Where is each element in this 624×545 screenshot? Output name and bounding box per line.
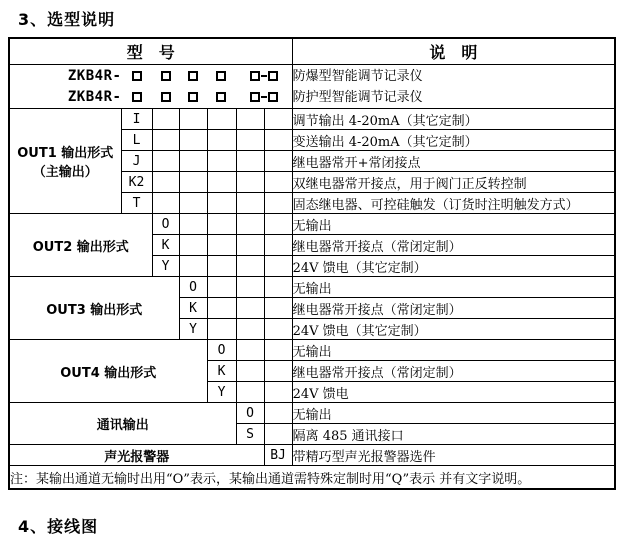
grid-cell-empty bbox=[264, 193, 292, 214]
section-label-line: 通讯输出 bbox=[96, 418, 149, 433]
grid-cell-empty bbox=[179, 193, 207, 214]
grid-cell-empty bbox=[179, 172, 207, 193]
grid-cell-empty bbox=[264, 256, 292, 277]
desc-cell: 继电器常开+常闭接点 bbox=[292, 151, 615, 172]
model-line-2 bbox=[10, 87, 292, 108]
grid-cell-empty bbox=[179, 256, 207, 277]
code-cell: K bbox=[179, 298, 207, 319]
checkbox-dash-group bbox=[236, 92, 292, 102]
section-label-alarm bbox=[9, 445, 264, 466]
option-row bbox=[9, 340, 615, 361]
grid-cell-empty bbox=[152, 109, 179, 130]
model-number-cell bbox=[9, 65, 292, 109]
model-description-cell bbox=[292, 65, 615, 109]
code-cell: I bbox=[121, 109, 152, 130]
grid-cell-empty bbox=[207, 193, 236, 214]
grid-cell-empty bbox=[236, 382, 264, 403]
grid-cell-empty bbox=[236, 319, 264, 340]
grid-cell-empty bbox=[207, 319, 236, 340]
grid-cell-empty bbox=[264, 109, 292, 130]
checkbox-glyph bbox=[179, 71, 207, 81]
table-header-row bbox=[9, 38, 615, 65]
code-cell: L bbox=[121, 130, 152, 151]
grid-cell-empty bbox=[236, 256, 264, 277]
model-prefix: ZKB4R- bbox=[67, 68, 122, 84]
model-selection-table bbox=[8, 37, 616, 490]
section-label-line: OUT1 输出形式 bbox=[17, 146, 114, 161]
grid-cell-empty bbox=[207, 172, 236, 193]
desc-cell: 无输出 bbox=[292, 340, 615, 361]
desc-cell: 24V 馈电（其它定制） bbox=[292, 256, 615, 277]
grid-cell-empty bbox=[207, 130, 236, 151]
grid-cell-empty bbox=[152, 172, 179, 193]
grid-cell-empty bbox=[264, 361, 292, 382]
grid-cell-empty bbox=[264, 340, 292, 361]
model-line-1 bbox=[10, 66, 292, 87]
grid-cell-empty bbox=[264, 214, 292, 235]
model-prefix: ZKB4R- bbox=[67, 89, 122, 105]
desc-cell: 调节输出 4-20mA（其它定制） bbox=[292, 109, 615, 130]
grid-cell-empty bbox=[264, 172, 292, 193]
grid-cell-empty bbox=[236, 235, 264, 256]
grid-cell-empty bbox=[264, 403, 292, 424]
desc-cell: 无输出 bbox=[292, 403, 615, 424]
code-cell: O bbox=[179, 277, 207, 298]
desc-cell: 继电器常开接点（常闭定制） bbox=[292, 298, 615, 319]
section-label-line: 声光报警器 bbox=[104, 449, 170, 465]
grid-cell-empty bbox=[236, 277, 264, 298]
checkbox-dash-group bbox=[236, 71, 292, 81]
grid-cell-empty bbox=[179, 151, 207, 172]
desc-cell: 无输出 bbox=[292, 214, 615, 235]
checkbox-glyph bbox=[152, 71, 179, 81]
desc-cell: 固态继电器、可控硅触发（订货时注明触发方式） bbox=[292, 193, 615, 214]
grid-cell-empty bbox=[179, 130, 207, 151]
grid-cell-empty bbox=[264, 319, 292, 340]
model-desc-1: 防爆型智能调节记录仪 bbox=[292, 68, 423, 84]
grid-cell-empty bbox=[236, 151, 264, 172]
grid-cell-empty bbox=[236, 172, 264, 193]
grid-cell-empty bbox=[152, 130, 179, 151]
note-row bbox=[9, 466, 615, 490]
desc-cell: 继电器常开接点（常闭定制） bbox=[292, 361, 615, 382]
grid-cell-empty bbox=[264, 235, 292, 256]
option-row bbox=[9, 214, 615, 235]
grid-cell-empty bbox=[236, 193, 264, 214]
grid-cell-empty bbox=[236, 340, 264, 361]
grid-cell-empty bbox=[152, 193, 179, 214]
grid-cell-empty bbox=[264, 382, 292, 403]
desc-cell: 带精巧型声光报警器选件 bbox=[292, 445, 615, 466]
desc-cell: 隔离 485 通讯接口 bbox=[292, 424, 615, 445]
checkbox-glyph bbox=[152, 92, 179, 102]
section-label-out3 bbox=[9, 277, 179, 340]
section-4-title: 4、接线图 bbox=[18, 517, 99, 536]
grid-cell-empty bbox=[152, 151, 179, 172]
code-cell: S bbox=[236, 424, 264, 445]
desc-cell: 无输出 bbox=[292, 277, 615, 298]
grid-cell-empty bbox=[264, 130, 292, 151]
section-label-out1 bbox=[9, 109, 121, 214]
code-cell: Y bbox=[152, 256, 179, 277]
grid-cell-empty bbox=[236, 109, 264, 130]
desc-cell: 24V 馈电（其它定制） bbox=[292, 319, 615, 340]
desc-cell: 继电器常开接点（常闭定制） bbox=[292, 235, 615, 256]
grid-cell-empty bbox=[207, 151, 236, 172]
section-label-line: （主输出） bbox=[32, 165, 98, 180]
grid-cell-empty bbox=[236, 361, 264, 382]
desc-cell: 双继电器常开接点，用于阀门正反转控制 bbox=[292, 172, 615, 193]
model-desc-2: 防护型智能调节记录仪 bbox=[292, 89, 423, 105]
code-cell: K bbox=[207, 361, 236, 382]
grid-cell-empty bbox=[236, 298, 264, 319]
grid-cell-empty bbox=[236, 130, 264, 151]
grid-cell-empty bbox=[207, 277, 236, 298]
checkbox-glyph bbox=[179, 92, 207, 102]
grid-cell-empty bbox=[207, 256, 236, 277]
section-label-out2 bbox=[9, 214, 152, 277]
code-cell: O bbox=[152, 214, 179, 235]
grid-cell-empty bbox=[207, 298, 236, 319]
option-row bbox=[9, 403, 615, 424]
checkbox-glyph bbox=[121, 71, 152, 81]
checkbox-glyph bbox=[207, 71, 236, 81]
dash-glyph bbox=[261, 75, 267, 77]
grid-cell-empty bbox=[207, 214, 236, 235]
code-cell: K2 bbox=[121, 172, 152, 193]
option-row bbox=[9, 109, 615, 130]
code-cell: O bbox=[207, 340, 236, 361]
dash-glyph bbox=[261, 96, 267, 98]
section-label-line: OUT3 输出形式 bbox=[46, 302, 143, 318]
grid-cell-empty bbox=[264, 424, 292, 445]
code-cell: Y bbox=[207, 382, 236, 403]
grid-cell-empty bbox=[264, 298, 292, 319]
code-cell: T bbox=[121, 193, 152, 214]
section-label-line: OUT4 输出形式 bbox=[60, 365, 157, 381]
header-model: 型 号 bbox=[9, 38, 292, 65]
grid-cell-empty bbox=[207, 235, 236, 256]
grid-cell-empty bbox=[236, 214, 264, 235]
checkbox-glyph bbox=[121, 92, 152, 102]
section-3-title: 3、选型说明 bbox=[18, 10, 116, 29]
header-description: 说 明 bbox=[292, 38, 615, 65]
code-cell: BJ bbox=[264, 445, 292, 466]
code-cell: J bbox=[121, 151, 152, 172]
model-number-row bbox=[9, 65, 615, 109]
code-cell: Y bbox=[179, 319, 207, 340]
desc-cell: 变送输出 4-20mA（其它定制） bbox=[292, 130, 615, 151]
code-cell: K bbox=[152, 235, 179, 256]
grid-cell-empty bbox=[179, 109, 207, 130]
grid-cell-empty bbox=[264, 277, 292, 298]
section-label-line: OUT2 输出形式 bbox=[32, 239, 129, 255]
grid-cell-empty bbox=[179, 235, 207, 256]
section-label-comm bbox=[9, 403, 236, 445]
option-row bbox=[9, 277, 615, 298]
grid-cell-empty bbox=[207, 109, 236, 130]
section-label-out4 bbox=[9, 340, 207, 403]
option-row bbox=[9, 445, 615, 466]
desc-cell: 24V 馈电 bbox=[292, 382, 615, 403]
grid-cell-empty bbox=[179, 214, 207, 235]
code-cell: O bbox=[236, 403, 264, 424]
grid-cell-empty bbox=[264, 151, 292, 172]
table-note: 注：某输出通道无输时出用“O”表示，某输出通道需特殊定制时用“Q”表示 并有文字说明。 bbox=[9, 466, 615, 490]
checkbox-glyph bbox=[207, 92, 236, 102]
